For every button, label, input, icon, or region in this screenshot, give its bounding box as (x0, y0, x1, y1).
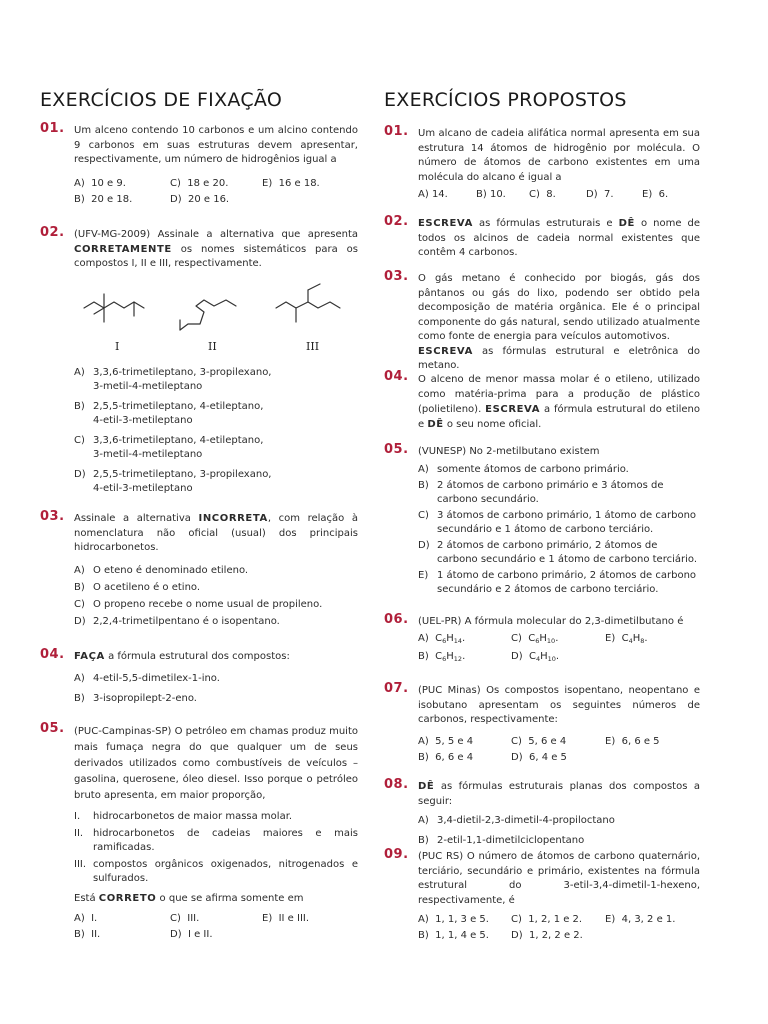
option-e[interactable]: E) 4, 3, 2 e 1. (605, 914, 676, 925)
question-number: 05. (384, 442, 409, 457)
option-e[interactable]: E) 6. (642, 189, 669, 200)
question-propostos-08 (384, 777, 700, 854)
statement-list (74, 810, 358, 886)
molecule-iii (276, 302, 340, 308)
question-text: (PUC RS) O número de átomos de carbono quaternário, terciário, secundário e primário, existentes na fórmula estrutural do 3-etil-3,4-dimetil-1-hexeno, respectivamente, é (418, 851, 700, 906)
question-text: Assinale a alternativa INCORRETA, com relação à nomenclatura não oficial (usual) dos principais hidrocarbonetos. (74, 513, 359, 553)
option-a[interactable]: A) 3,4-dietil-2,3-dimetil-4-propiloctano (418, 815, 615, 826)
option-e[interactable]: E) 16 e 18. (262, 177, 320, 189)
option-b[interactable]: B) 2 átomos de carbono primário e 3 átomos de carbono secundário. (418, 479, 664, 505)
option-e[interactable]: E) 1 átomo de carbono primário, 2 átomos de carbono secundário e 2 átomos de carbono terciário. (418, 569, 697, 595)
question-text: (PUC Minas) Os compostos isopentano, neopentano e isobutano apresentam os seguintes números de carbonos, respectivamente: (418, 685, 700, 725)
question-number: 08. (384, 777, 409, 792)
question-propostos-06 (384, 612, 700, 667)
answer-options (418, 187, 700, 203)
question-text: (UFV-MG-2009) Assinale a alternativa que apresenta CORRETAMENTE os nomes sistemáticos para os compostos I, II e III, respectivamente. (74, 229, 359, 269)
question-number: 03. (40, 509, 65, 524)
option-b[interactable]: B) $C_6H_{12}$. (418, 650, 466, 663)
question-text: (PUC-Campinas-SP) O petróleo em chamas produz muito mais fumaça negra do que qualquer um de seus derivados utilizados como combustíveis de veículos – gasolina, querosene, óleo diesel. Isso porque o petróleo bruto apresenta, em maior proporção, (74, 726, 358, 801)
question-prompt: Está CORRETO o que se afirma somente em (74, 893, 304, 904)
question-propostos-05 (384, 442, 700, 597)
answer-options (418, 631, 700, 667)
option-c[interactable]: C) 18 e 20. (170, 177, 229, 189)
option-d[interactable]: D) I e II. (170, 928, 213, 940)
question-number: 05. (40, 721, 65, 736)
answer-options (418, 912, 700, 944)
answer-options (74, 366, 358, 496)
option-d[interactable]: D) 1, 2, 2 e 2. (511, 930, 583, 941)
question-text: Um alcano de cadeia alifática normal apresenta em sua estrutura 14 átomos de hidrogênio por molécula. O número de átomos de carbono existentes em uma molécula do alcano é igual a (418, 128, 700, 183)
question-number: 06. (384, 612, 409, 627)
option-d[interactable]: D) 6, 4 e 5 (511, 751, 567, 763)
option-b[interactable]: B) 2,5,5-trimetileptano, 4-etileptano, 4-etil-3-metileptano (74, 401, 264, 426)
question-propostos-03 (384, 269, 700, 374)
option-c[interactable]: C) O propeno recebe o nome usual de propileno. (74, 598, 323, 610)
molecule-label-iii: III (306, 340, 320, 353)
option-b[interactable]: B) 1, 1, 4 e 5. (418, 930, 489, 941)
question-number: 04. (384, 369, 409, 384)
option-a[interactable]: A) $C_6H_{14}$. (418, 632, 466, 645)
option-c[interactable]: C) 8. (529, 189, 556, 200)
option-b[interactable]: B) 10. (476, 189, 506, 200)
question-text: O gás metano é conhecido por biogás, gás dos pântanos ou gás do lixo, podendo ser obtido pela decomposição de matéria orgânica. Ele é o principal componente do gás natural, sendo utilizado atualmente como fonte de energia para veículos automotivos. ESCREVA as fórmulas estrutural e eletrônica do metano. (418, 273, 700, 371)
option-a[interactable]: A) 1, 1, 3 e 5. (418, 914, 489, 925)
question-fixacao-04 (40, 647, 358, 712)
question-number: 04. (40, 647, 65, 662)
question-propostos-09 (384, 847, 700, 944)
question-number: 07. (384, 681, 409, 696)
question-text: Um alceno contendo 10 carbonos e um alcino contendo 9 carbonos em suas estruturas devem apresentar, respectivamente, um número de hidrogênios igual a (74, 125, 358, 165)
option-a[interactable]: A) O eteno é denominado etileno. (74, 564, 249, 576)
molecule-label-ii: II (208, 340, 217, 353)
molecule-label-i: I (115, 340, 120, 353)
option-a[interactable]: A) I. (74, 912, 98, 924)
option-e[interactable]: E) II e III. (262, 912, 310, 924)
option-a[interactable]: A) somente átomos de carbono primário. (418, 463, 629, 475)
option-b[interactable]: B) 6, 6 e 4 (418, 751, 474, 763)
question-text: (UEL-PR) A fórmula molecular do 2,3-dimetilbutano é (418, 616, 684, 627)
question-propostos-07 (384, 681, 700, 766)
section-title-propostos: EXERCÍCIOS PROPOSTOS (384, 89, 627, 111)
question-text: ESCREVA as fórmulas estruturais e DÊ o nome de todos os alcinos de cadeia normal existentes que contêm 4 carbonos. (418, 218, 701, 258)
option-a[interactable]: A) 5, 5 e 4 (418, 735, 474, 747)
option-b[interactable]: B) 3-isopropilept-2-eno. (74, 692, 197, 704)
answer-options (418, 734, 700, 766)
question-number: 02. (384, 214, 409, 229)
option-e[interactable]: E) $C_4H_8$. (605, 632, 648, 645)
question-text: (VUNESP) No 2-metilbutano existem (418, 446, 600, 457)
question-text: DÊ as fórmulas estruturais planas dos compostos a seguir: (418, 781, 700, 807)
question-text: O alceno de menor massa molar é o etileno, utilizado como matéria-prima para a produção de plástico (polietileno). ESCREVA a fórmula estrutural do etileno e DÊ o seu nome oficial. (418, 374, 700, 430)
question-fixacao-01 (40, 121, 358, 208)
statement-ii: II. hidrocarbonetos de cadeias maiores e mais ramificadas. (74, 828, 358, 853)
option-a[interactable]: A) 4-etil-5,5-dimetilex-1-ino. (74, 672, 220, 684)
option-c[interactable]: C) 3 átomos de carbono primário, 1 átomo de carbono secundário e 1 átomo de carbono terciário. (418, 509, 697, 535)
option-b[interactable]: B) O acetileno é o etino. (74, 581, 201, 593)
option-b[interactable]: B) 20 e 18. (74, 193, 133, 205)
question-number: 01. (384, 124, 409, 139)
question-number: 09. (384, 847, 409, 862)
option-d[interactable]: D) 20 e 16. (170, 193, 230, 205)
question-fixacao-05 (40, 721, 358, 943)
option-a[interactable]: A) 14. (418, 189, 448, 200)
question-fixacao-02-options (40, 366, 358, 502)
option-a[interactable]: A) 10 e 9. (74, 177, 126, 189)
option-d[interactable]: D) 2,2,4-trimetilpentano é o isopentano. (74, 615, 280, 627)
statement-iii: III. compostos orgânicos oxigenados, nitrogenados e sulfurados. (74, 859, 358, 884)
answer-options (418, 463, 700, 597)
answer-options (74, 176, 358, 208)
option-c[interactable]: C) 1, 2, 1 e 2. (511, 914, 583, 925)
molecule-structures-diagram (76, 282, 366, 340)
question-text: FAÇA a fórmula estrutural dos compostos: (74, 651, 290, 662)
section-title-fixacao: EXERCÍCIOS DE FIXAÇÃO (40, 89, 283, 111)
option-d[interactable]: D) 2 átomos de carbono primário, 2 átomos de carbono secundário e 1 átomo de carbono terciário. (418, 539, 698, 565)
question-fixacao-03 (40, 509, 359, 632)
question-number: 02. (40, 225, 65, 240)
question-propostos-02 (384, 214, 701, 261)
option-c[interactable]: C) 5, 6 e 4 (511, 735, 567, 747)
option-d[interactable]: D) 2,5,5-trimetileptano, 3-propilexano, 4-etil-3-metileptano (74, 469, 272, 494)
question-number: 01. (40, 121, 65, 136)
answer-options (418, 814, 700, 848)
option-d[interactable]: D) 7. (586, 189, 614, 200)
question-fixacao-02 (40, 225, 359, 272)
option-a[interactable]: A) 3,3,6-trimetileptano, 3-propilexano, 3-metil-4-metileptano (74, 367, 272, 392)
option-c[interactable]: C) $C_6H_{10}$. (511, 632, 559, 645)
option-e[interactable]: E) 6, 6 e 5 (605, 735, 660, 747)
answer-options (74, 564, 358, 629)
option-b[interactable]: B) 2-etil-1,1-dimetilciclopentano (418, 835, 585, 846)
molecule-ii (180, 300, 236, 330)
answer-options (74, 911, 358, 943)
option-c[interactable]: C) III. (170, 912, 200, 924)
option-c[interactable]: C) 3,3,6-trimetileptano, 4-etileptano, 3-metil-4-metileptano (74, 435, 264, 460)
question-propostos-01 (384, 124, 700, 203)
question-number: 03. (384, 269, 409, 284)
molecule-i (84, 302, 144, 308)
option-d[interactable]: D) $C_4H_{10}$. (511, 650, 560, 663)
option-b[interactable]: B) II. (74, 928, 101, 940)
answer-options (74, 672, 358, 706)
statement-i: I. hidrocarbonetos de maior massa molar. (74, 811, 293, 822)
question-propostos-04 (384, 369, 700, 432)
